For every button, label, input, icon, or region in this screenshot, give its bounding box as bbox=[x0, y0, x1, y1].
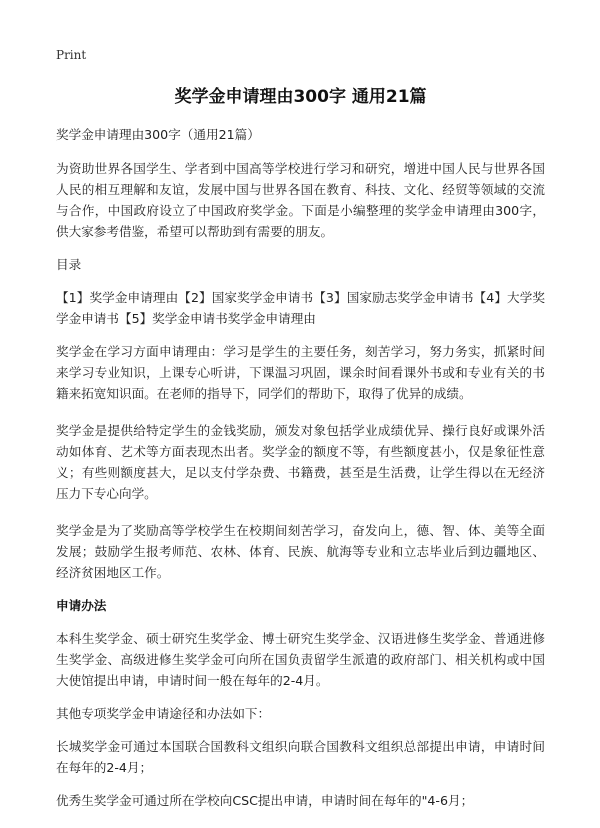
section-paragraph: 本科生奖学金、硕士研究生奖学金、博士研究生奖学金、汉语进修生奖学金、普通进修生奖学金、高级进修生奖学金可向所在国负责留学生派遣的政府部门、相关机构或中国大使馆提出申请，申请时间一般在每年的2-4月。 bbox=[56, 631, 545, 688]
intro-paragraph: 为资助世界各国学生、学者到中国高等学校进行学习和研究，增进中国人民与世界各国人民的相互理解和友谊，发展中国与世界各国在教育、科技、文化、经贸等领域的交流与合作，中国政府设立了中国政府奖学金。下面是小编整理的奖学金申请理由300字，供大家参考借鉴，希望可以帮助到有需要的朋友。 bbox=[56, 161, 545, 239]
section-heading: 申请办法 bbox=[56, 598, 107, 613]
body-paragraph: 奖学金是提供给特定学生的金钱奖励，颁发对象包括学业成绩优异、操行良好或课外活动如体育、艺术等方面表现杰出者。奖学金的额度不等，有些额度甚小，仅是象征性意义；有些则额度甚大，足以支付学杂费、书籍费，甚至是生活费，让学生得以在无经济压力下专心向学。 bbox=[56, 423, 545, 501]
page-title: 奖学金申请理由300字 通用21篇 bbox=[174, 87, 427, 107]
print-link[interactable]: Print bbox=[56, 48, 87, 62]
body-paragraph: 奖学金是为了奖励高等学校学生在校期间刻苦学习，奋发向上，德、智、体、美等全面发展；鼓励学生报考师范、农林、体育、民族、航海等专业和立志毕业后到边疆地区、经济贫困地区工作。 bbox=[56, 523, 545, 580]
body-paragraph: 奖学金在学习方面申请理由：学习是学生的主要任务，刻苦学习，努力务实，抓紧时间来学习专业知识，上课专心听讲，下课温习巩固，课余时间看课外书或和专业有关的书籍来拓宽知识面。在老师的指导下，同学们的帮助下，取得了优异的成绩。 bbox=[56, 344, 545, 401]
section-paragraph: 其他专项奖学金申请途径和办法如下： bbox=[56, 706, 271, 721]
section-paragraph: 长城奖学金可通过本国联合国教科文组织向联合国教科文组织总部提出申请，申请时间在每年的2-4月； bbox=[56, 739, 545, 775]
toc-heading: 目录 bbox=[56, 257, 82, 272]
section-paragraph: 优秀生奖学金可通过所在学校向CSC提出申请，申请时间在每年的"4-6月； bbox=[56, 793, 474, 808]
table-of-contents[interactable]: 【1】奖学金申请理由【2】国家奖学金申请书【3】国家励志奖学金申请书【4】大学奖学金申请书【5】奖学金申请书奖学金申请理由 bbox=[56, 290, 545, 326]
subtitle: 奖学金申请理由300字（通用21篇） bbox=[56, 127, 260, 142]
